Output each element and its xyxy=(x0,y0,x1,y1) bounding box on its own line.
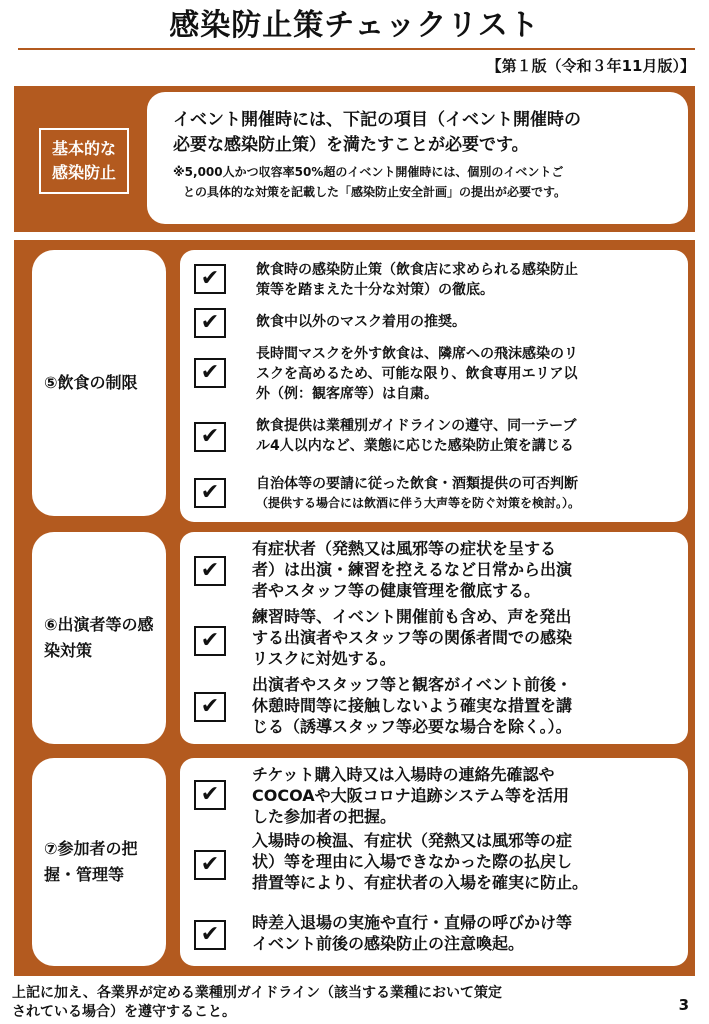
footer-line2: されている場合）を遵守すること。 xyxy=(12,1004,236,1020)
item-line: 飲食中以外のマスク着用の推奨。 xyxy=(256,314,466,330)
item-text xyxy=(256,344,680,404)
category-label: ⑤飲食の制限 xyxy=(44,373,138,392)
item-text xyxy=(256,312,680,332)
basic-main-line2: 必要な感染防止策）を満たすことが必要です。 xyxy=(173,135,529,155)
checkbox-icon[interactable]: ✔ xyxy=(194,920,226,950)
item-line: 有症状者（発熱又は風邪等の症状を呈する xyxy=(252,539,557,558)
item-text xyxy=(252,674,676,737)
item-line: 者やスタッフ等の健康管理を徹底する。 xyxy=(252,581,541,600)
edition-label: 【第１版（令和３年11月版）】 xyxy=(486,57,695,75)
item-line: COCOAや大阪コロナ追跡システム等を活用 xyxy=(252,786,570,805)
item-text xyxy=(256,416,680,456)
title-divider xyxy=(18,48,695,50)
basic-prevention-label xyxy=(39,128,129,194)
checkbox-icon[interactable]: ✔ xyxy=(194,478,226,508)
category-label: ⑦参加者の把握・管理等 xyxy=(44,839,138,884)
basic-main-text xyxy=(173,108,683,158)
checkbox-icon[interactable]: ✔ xyxy=(194,692,226,722)
item-line: リスクに対処する。 xyxy=(252,649,396,668)
item-text xyxy=(252,830,676,893)
item-line: する出演者やスタッフ等の関係者間での感染 xyxy=(252,628,573,647)
item-text xyxy=(252,912,676,954)
item-line: 休憩時間等に接触しないよう確実な措置を講 xyxy=(252,696,573,715)
item-line: ル4人以内など、業態に応じた感染防止策を講じる xyxy=(256,438,574,454)
category-performer-measures xyxy=(32,532,166,744)
checkbox-icon[interactable]: ✔ xyxy=(194,308,226,338)
item-text xyxy=(252,606,676,669)
item-line: 策等を踏まえた十分な対策）の徹底。 xyxy=(256,282,494,298)
basic-label-line1: 基本的な xyxy=(51,139,116,158)
item-text xyxy=(252,764,676,827)
checkbox-icon[interactable]: ✔ xyxy=(194,626,226,656)
basic-label-line2: 感染防止 xyxy=(51,163,116,182)
item-line: 飲食提供は業種別ガイドラインの遵守、同一テーブ xyxy=(256,418,577,434)
page-number: 3 xyxy=(678,996,689,1014)
checkbox-icon[interactable]: ✔ xyxy=(194,556,226,586)
item-line: 外（例：観客席等）は自粛。 xyxy=(256,386,438,402)
item-line: 状）等を理由に入場できなかった際の払戻し xyxy=(252,852,573,871)
page-title: 感染防止策チェックリスト xyxy=(169,8,540,43)
item-line: 自治体等の要請に従った飲食・酒類提供の可否判断 xyxy=(256,476,578,492)
item-line: 出演者やスタッフ等と観客がイベント前後・ xyxy=(252,675,573,694)
basic-prevention-panel xyxy=(14,86,695,232)
checkbox-icon[interactable]: ✔ xyxy=(194,264,226,294)
item-line: 時差入退場の実施や直行・直帰の呼びかけ等 xyxy=(252,913,573,932)
item-line: チケット購入時又は入場時の連絡先確認や xyxy=(252,765,555,784)
item-text xyxy=(256,474,680,512)
item-line: 措置等により、有症状者の入場を確実に防止。 xyxy=(252,873,589,892)
basic-main-line1: イベント開催時には、下記の項目（イベント開催時の xyxy=(173,110,581,130)
item-line: じる（誘導スタッフ等必要な場合を除く。）。 xyxy=(252,717,572,736)
item-line: イベント前後の感染防止の注意喚起。 xyxy=(252,934,525,953)
category-participant-management xyxy=(32,758,166,966)
checkbox-icon[interactable]: ✔ xyxy=(194,850,226,880)
category-label: ⑥出演者等の感染対策 xyxy=(44,615,154,660)
basic-note-text xyxy=(173,162,683,202)
checklist-panel xyxy=(14,240,695,976)
item-line: 飲食時の感染防止策（飲食店に求められる感染防止 xyxy=(256,262,578,278)
items-participant-management xyxy=(180,758,688,966)
category-eating-restrictions xyxy=(32,250,166,516)
footer-note xyxy=(12,984,672,1022)
item-text xyxy=(252,538,676,601)
item-subnote: （提供する場合には飲酒に伴う大声等を防ぐ対策を検討。）。 xyxy=(256,496,581,510)
basic-note-line1: ※5,000人かつ収容率50%超のイベント開催時には、個別のイベントご xyxy=(173,165,564,179)
items-performer-measures xyxy=(180,532,688,744)
footer-line1: 上記に加え、各業界が定める業種別ガイドライン（該当する業種において策定 xyxy=(12,985,502,1001)
basic-note-line2: との具体的な対策を記載した「感染防止安全計画」の提出が必要です。 xyxy=(183,185,567,199)
basic-prevention-box xyxy=(147,92,688,224)
item-line: 者）は出演・練習を控えるなど日常から出演 xyxy=(252,560,573,579)
item-text xyxy=(256,260,680,300)
items-eating-restrictions xyxy=(180,250,688,522)
item-line: 練習時等、イベント開催前も含め、声を発出 xyxy=(252,607,572,626)
item-line: 長時間マスクを外す飲食は、隣席への飛沫感染のリ xyxy=(256,346,578,362)
item-line: スクを高めるため、可能な限り、飲食専用エリア以 xyxy=(256,366,578,382)
checkbox-icon[interactable]: ✔ xyxy=(194,780,226,810)
checkbox-icon[interactable]: ✔ xyxy=(194,422,226,452)
checkbox-icon[interactable]: ✔ xyxy=(194,358,226,388)
item-line: した参加者の把握。 xyxy=(252,807,397,826)
item-line: 入場時の検温、有症状（発熱又は風邪等の症 xyxy=(252,831,573,850)
